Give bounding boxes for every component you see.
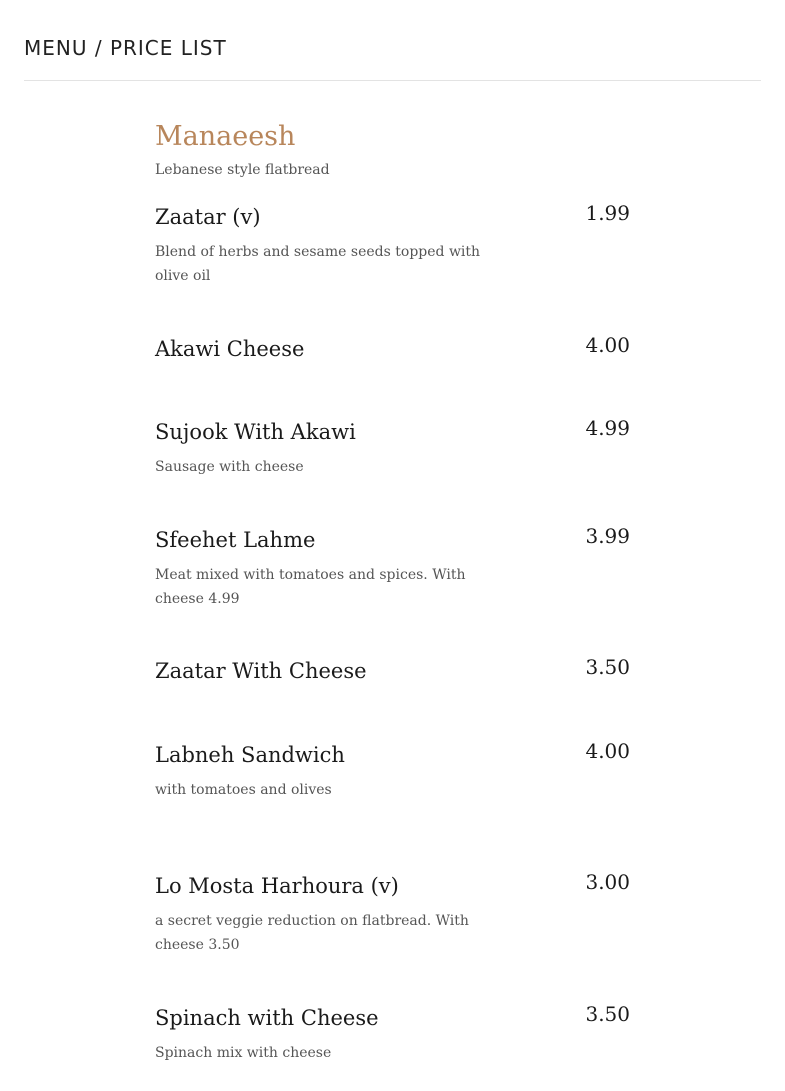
item-name: Zaatar (v) [155,205,261,229]
item-price: 3.50 [585,655,630,679]
item-name: Spinach with Cheese [155,1006,379,1030]
item-price: 3.50 [585,1002,630,1026]
item-name: Lo Mosta Harhoura (v) [155,874,399,898]
item-name: Sfeehet Lahme [155,528,316,552]
item-price: 4.00 [585,739,630,763]
item-description: Meat mixed with tomatoes and spices. With cheese 4.99 [155,567,466,607]
item-description: a secret veggie reduction on flatbread. With cheese 3.50 [155,913,469,953]
item-name: Akawi Cheese [155,337,305,361]
item-description: Blend of herbs and sesame seeds topped with olive oil [155,244,481,284]
item-price: 4.99 [585,416,630,440]
item-price: 1.99 [585,201,630,225]
section-title: Manaeesh [155,121,296,152]
item-price: 3.99 [585,524,630,548]
item-price: 3.00 [585,870,630,894]
item-description: with tomatoes and olives [155,782,332,798]
item-description: Spinach mix with cheese [155,1045,332,1061]
item-price: 4.00 [585,333,630,357]
item-name: Sujook With Akawi [155,420,356,444]
page-title: MENU / PRICE LIST [24,36,227,60]
item-name: Zaatar With Cheese [155,659,367,683]
item-description: Sausage with cheese [155,459,304,475]
section-description: Lebanese style flatbread [155,162,330,178]
item-name: Labneh Sandwich [155,743,345,767]
page-header [24,32,761,81]
